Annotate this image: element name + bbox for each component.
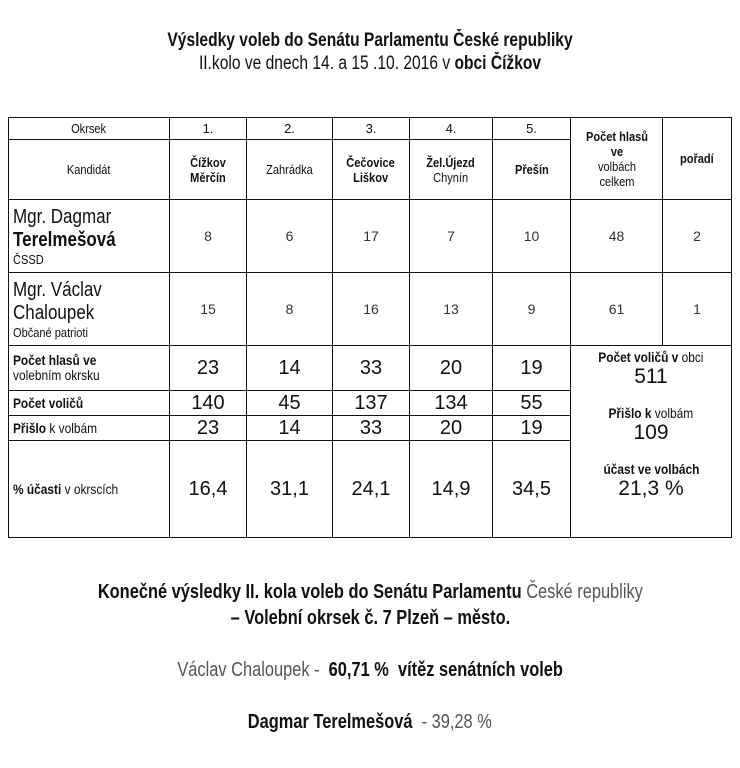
vote-cell: 8 [170,200,247,273]
summary-came-label: Přišlo k volbám [608,405,694,421]
district-name: Čečovice Liškov [333,140,410,200]
district-number: 1. [170,118,247,140]
came-value: 23 [170,416,247,441]
votes-value: 14 [247,346,333,391]
voters-row-label: Počet voličů [9,391,170,416]
candidate-cell [9,273,170,346]
votes-value: 19 [493,346,571,391]
candidate-first-name: Mgr. Václav [13,278,102,301]
district-name: Přešín [493,140,571,200]
rank-header: pořadí [663,118,732,200]
came-row-label: Přišlo k volbám [9,416,170,441]
vote-cell: 15 [170,273,247,346]
summary-box [571,346,732,538]
candidate-row [9,273,732,346]
candidate-row [9,200,732,273]
summary-came-value: 109 [633,421,669,444]
candidate-cell [9,200,170,273]
district-number: 4. [410,118,493,140]
vote-cell: 17 [333,200,410,273]
voters-value: 140 [170,391,247,416]
vote-cell: 9 [493,273,571,346]
rank-cell: 1 [663,273,732,346]
votes-row [9,346,732,391]
summary-voters-label: Počet voličů v obci [598,349,704,365]
voters-value: 45 [247,391,333,416]
okrsek-label: Okrsek [9,118,170,140]
district-name: Žel.Újezd Chynín [410,140,493,200]
results-table [8,117,732,538]
summary-turnout-label: účast ve volbách [603,461,699,477]
page-subtitle [67,53,674,75]
district-number: 5. [493,118,571,140]
came-value: 14 [247,416,333,441]
district-name: Zahrádka [247,140,333,200]
header-row-numbers [9,118,732,140]
summary-voters-value: 511 [634,365,668,388]
winner-line: Václav Chaloupek - 60,71 % vítěz senátních voleb [177,659,563,681]
total-votes-header: Počet hlasů ve volbách celkem [571,118,663,200]
vote-cell: 7 [410,200,493,273]
subtitle-place: obci Čížkov [454,53,542,74]
rank-cell: 2 [663,200,732,273]
vote-cell: 10 [493,200,571,273]
percent-value: 16,4 [170,441,247,538]
total-cell: 61 [571,273,663,346]
came-value: 20 [410,416,493,441]
votes-value: 33 [333,346,410,391]
voters-value: 137 [333,391,410,416]
came-value: 19 [493,416,571,441]
candidate-last-name: Chaloupek [13,301,95,324]
votes-value: 20 [410,346,493,391]
came-value: 33 [333,416,410,441]
vote-cell: 13 [410,273,493,346]
final-results-district: – Volební okrsek č. 7 Plzeň – město. [230,607,510,629]
kandidat-label: Kandidát [9,140,170,200]
percent-value: 14,9 [410,441,493,538]
percent-value: 31,1 [247,441,333,538]
total-cell: 48 [571,200,663,273]
vote-cell: 8 [247,273,333,346]
page-title: Výsledky voleb do Senátu Parlamentu České republiky [167,30,573,51]
summary-turnout-value: 21,3 % [618,477,684,500]
voters-value: 134 [410,391,493,416]
final-results-heading: Konečné výsledky II. kola voleb do Senátu Parlamentu České republiky [97,581,643,603]
votes-value: 23 [170,346,247,391]
vote-cell: 16 [333,273,410,346]
district-name: Čížkov Měrčín [170,140,247,200]
votes-row-label: Počet hlasů ve volebním okrsku [9,346,170,391]
district-number: 2. [247,118,333,140]
percent-value: 34,5 [493,441,571,538]
vote-cell: 6 [247,200,333,273]
percent-value: 24,1 [333,441,410,538]
percent-row-label: % účasti v okrscích [9,441,170,538]
candidate-party: Občané patrioti [13,324,88,340]
candidate-first-name: Mgr. Dagmar [13,205,112,228]
subtitle-prefix: II.kolo ve dnech 14. a 15 .10. 2016 v [198,53,451,74]
voters-value: 55 [493,391,571,416]
candidate-party: ČSSD [13,251,44,267]
loser-line: Dagmar Terelmešová - 39,28 % [247,711,492,733]
district-number: 3. [333,118,410,140]
candidate-last-name: Terelmešová [13,228,116,251]
